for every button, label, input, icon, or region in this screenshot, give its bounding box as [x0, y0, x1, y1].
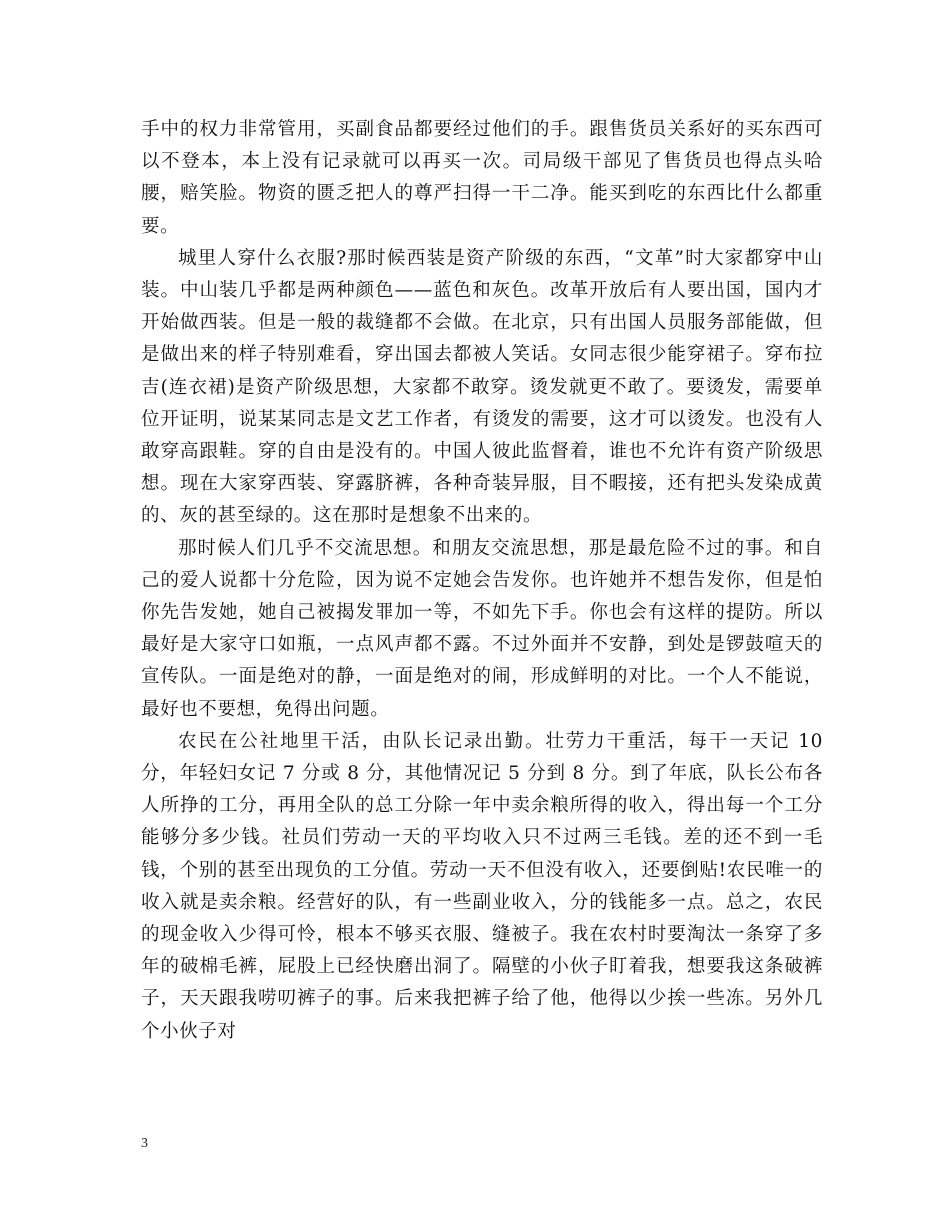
paragraph-2: 城里人穿什么衣服?那时候西装是资产阶级的东西，“文革”时大家都穿中山装。中山装几乎都是两种颜色——蓝色和灰色。改革开放后有人要出国，国内才开始做西装。但是一般的裁缝都不会做。在北京，只有出国人员服务部能做，但是做出来的样子特别难看，穿出国去都被人笑话。女同志很少能穿裙子。穿布拉吉(连衣裙)是资产阶级思想，大家都不敢穿。烫发就更不敢了。要烫发，需要单位开证明，说某某同志是文艺工作者，有烫发的需要，这才可以烫发。也没有人敢穿高跟鞋。穿的自由是没有的。中国人彼此监督着，谁也不允许有资产阶级思想。现在大家穿西装、穿露脐裤，各种奇装异服，目不暇接，还有把头发染成黄的、灰的甚至绿的。这在那时是想象不出来的。	[141, 247, 823, 527]
paragraph-3: 那时候人们几乎不交流思想。和朋友交流思想，那是最危险不过的事。和自己的爱人说都十分危险，因为说不定她会告发你。也许她并不想告发你，但是怕你先告发她，她自己被揭发罪加一等，不如先下手。你也会有这样的提防。所以最好是大家守口如瓶，一点风声都不露。不过外面并不安静，到处是锣鼓喧天的宣传队。一面是绝对的静，一面是绝对的闹，形成鲜明的对比。一个人不能说，最好也不要想，免得出问题。	[141, 537, 823, 720]
page-number: 3	[141, 1136, 148, 1151]
body-text	[141, 114, 823, 1048]
paragraph-1: 手中的权力非常管用，买副食品都要经过他们的手。跟售货员关系好的买东西可以不登本，本上没有记录就可以再买一次。司局级干部见了售货员也得点头哈腰，赔笑脸。物资的匮乏把人的尊严扫得一干二净。能买到吃的东西比什么都重要。	[141, 119, 823, 237]
paragraph-4: 农民在公社地里干活，由队长记录出勤。壮劳力干重活，每干一天记 10 分，年轻妇女记 7 分或 8 分，其他情况记 5 分到 8 分。到了年底，队长公布各人所挣的工分，再用全队的总工分除一年中卖余粮所得的收入，得出每一个工分能够分多少钱。社员们劳动一天的平均收入只不过两三毛钱。差的还不到一毛钱，个别的甚至出现负的工分值。劳动一天不但没有收入，还要倒贴!农民唯一的收入就是卖余粮。经营好的队，有一些副业收入，分的钱能多一点。总之，农民的现金收入少得可怜，根本不够买衣服、缝被子。我在农村时要淘汰一条穿了多年的破棉毛裤，屁股上已经快磨出洞了。隔壁的小伙子盯着我，想要我这条破裤子，天天跟我唠叨裤子的事。后来我把裤子给了他，他得以少挨一些冻。另外几个小伙子对	[141, 730, 823, 1042]
